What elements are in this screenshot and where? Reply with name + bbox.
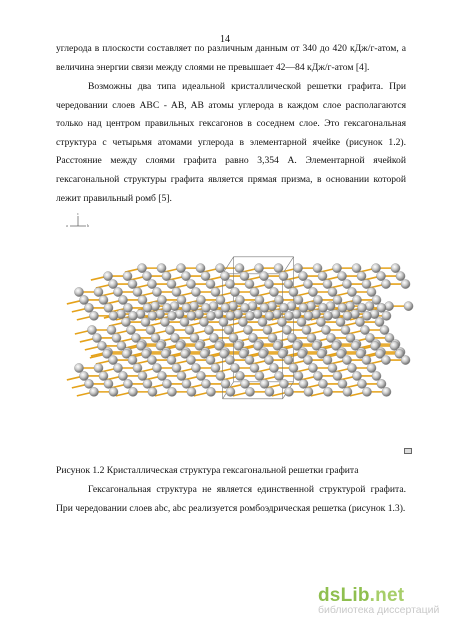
carbon-atom — [133, 287, 142, 296]
carbon-atom — [92, 333, 101, 342]
carbon-atom — [396, 271, 405, 280]
carbon-atom — [109, 311, 118, 320]
carbon-atom — [215, 264, 224, 273]
carbon-atom — [298, 271, 307, 280]
carbon-atom — [181, 271, 190, 280]
carbon-atom — [343, 387, 352, 396]
carbon-atom — [108, 355, 117, 364]
carbon-atom — [146, 325, 155, 334]
graphite-lattice-figure — [60, 212, 416, 458]
carbon-atom — [201, 303, 210, 312]
carbon-atom — [355, 317, 364, 326]
carbon-atom — [94, 287, 103, 296]
carbon-atom — [323, 355, 332, 364]
carbon-atom — [221, 303, 230, 312]
carbon-atom — [299, 379, 308, 388]
carbon-atom — [352, 371, 361, 380]
carbon-atom — [328, 363, 337, 372]
carbon-atom — [138, 371, 147, 380]
carbon-atom — [220, 271, 229, 280]
carbon-atom — [123, 303, 132, 312]
carbon-atom — [303, 355, 312, 364]
carbon-atom — [382, 311, 391, 320]
carbon-atom — [313, 264, 322, 273]
carbon-atom — [391, 264, 400, 273]
carbon-atom — [336, 317, 345, 326]
carbon-atom — [143, 379, 152, 388]
axis-label-a: a — [66, 223, 68, 228]
carbon-atom — [221, 379, 230, 388]
carbon-atom — [376, 271, 385, 280]
carbon-atom — [404, 302, 413, 311]
carbon-atom — [128, 311, 137, 320]
carbon-atom — [352, 264, 361, 273]
carbon-atom — [294, 295, 303, 304]
carbon-atom — [381, 355, 390, 364]
carbon-atom — [243, 325, 252, 334]
carbon-atom — [94, 363, 103, 372]
carbon-atom — [377, 379, 386, 388]
carbon-atom — [297, 317, 306, 326]
carbon-atom — [372, 371, 381, 380]
carbon-atom — [128, 387, 137, 396]
carbon-atom — [333, 371, 342, 380]
carbon-atom — [113, 363, 122, 372]
carbon-atom — [206, 355, 215, 364]
carbon-atom — [230, 363, 239, 372]
carbon-atom — [255, 371, 264, 380]
carbon-atom — [304, 311, 313, 320]
carbon-atom — [316, 317, 325, 326]
carbon-atom — [126, 325, 135, 334]
carbon-atom — [284, 355, 293, 364]
carbon-atom — [148, 311, 157, 320]
carbon-atom — [260, 303, 269, 312]
carbon-atom — [372, 295, 381, 304]
carbon-atom — [196, 371, 205, 380]
carbon-atom — [219, 317, 228, 326]
carbon-atom — [347, 363, 356, 372]
carbon-atom — [304, 387, 313, 396]
axis-label-b: b — [87, 223, 89, 228]
figure-caption: Рисунок 1.2 Кристаллическая структура гексагональной решетки графита — [56, 465, 359, 476]
carbon-atom — [118, 295, 127, 304]
carbon-atom — [206, 311, 215, 320]
paragraph-1: углерода в плоскости составляет по различным данным от 340 до 420 кДж/г-атом, а величина энергии связи между слоями не превышает 42—84 кДж/г-атом [4]. — [56, 43, 406, 73]
carbon-atom — [274, 264, 283, 273]
carbon-atom — [308, 363, 317, 372]
carbon-atom — [152, 363, 161, 372]
carbon-atom — [343, 311, 352, 320]
carbon-atom — [299, 303, 308, 312]
carbon-atom — [87, 325, 96, 334]
carbon-atom — [104, 379, 113, 388]
carbon-atom — [240, 271, 249, 280]
carbon-atom — [201, 271, 210, 280]
carbon-atom — [177, 371, 186, 380]
carbon-atom — [186, 279, 195, 288]
watermark-logo: dsLib.net — [318, 585, 405, 606]
carbon-atom — [226, 311, 235, 320]
carbon-atom — [294, 371, 303, 380]
carbon-atom — [118, 371, 127, 380]
carbon-atom — [341, 325, 350, 334]
graphite-lattice-illustration — [60, 212, 416, 458]
carbon-atom — [377, 303, 386, 312]
carbon-atom — [235, 295, 244, 304]
carbon-atom — [104, 303, 113, 312]
carbon-atom — [225, 279, 234, 288]
carbon-atom — [260, 379, 269, 388]
carbon-atom — [250, 363, 259, 372]
carbon-atom — [167, 355, 176, 364]
carbon-atom — [235, 371, 244, 380]
carbon-atom — [89, 311, 98, 320]
dslib-watermark — [318, 585, 448, 616]
carbon-atom — [182, 379, 191, 388]
carbon-atom — [79, 295, 88, 304]
carbon-atom — [328, 287, 337, 296]
carbon-atom — [142, 271, 151, 280]
carbon-atom — [186, 355, 195, 364]
carbon-atom — [201, 379, 210, 388]
carbon-atom — [176, 264, 185, 273]
carbon-atom — [185, 325, 194, 334]
carbon-atom — [226, 387, 235, 396]
carbon-atom — [172, 363, 181, 372]
carbon-atom — [141, 317, 150, 326]
carbon-atom — [152, 287, 161, 296]
carbon-atom — [123, 271, 132, 280]
carbon-atom — [360, 325, 369, 334]
carbon-atom — [191, 363, 200, 372]
carbon-atom — [352, 295, 361, 304]
carbon-atom — [279, 303, 288, 312]
carbon-atom — [157, 264, 166, 273]
carbon-atom — [277, 317, 286, 326]
carbon-atom — [265, 311, 274, 320]
carbon-atom — [367, 363, 376, 372]
carbon-atom — [74, 287, 83, 296]
carbon-atom — [157, 371, 166, 380]
axis-label-c: c — [77, 212, 79, 216]
carbon-atom — [338, 303, 347, 312]
carbon-atom — [264, 279, 273, 288]
carbon-atom — [333, 295, 342, 304]
carbon-atom — [89, 387, 98, 396]
carbon-atom — [162, 303, 171, 312]
carbon-atom — [167, 387, 176, 396]
carbon-atom — [338, 379, 347, 388]
carbon-atom — [302, 325, 311, 334]
carbon-atom — [258, 317, 267, 326]
carbon-atom — [128, 355, 137, 364]
carbon-atom — [196, 264, 205, 273]
carbon-atom — [187, 311, 196, 320]
carbon-atom — [148, 387, 157, 396]
carbon-atom — [128, 279, 137, 288]
carbon-atom — [245, 311, 254, 320]
carbon-atom — [362, 311, 371, 320]
carbon-atom — [337, 271, 346, 280]
carbon-atom — [323, 279, 332, 288]
carbon-atom — [147, 355, 156, 364]
carbon-atom — [157, 295, 166, 304]
carbon-atom — [401, 355, 410, 364]
carbon-atom — [313, 371, 322, 380]
carbon-atom — [199, 317, 208, 326]
carbon-atom — [289, 287, 298, 296]
carbon-atom — [332, 264, 341, 273]
carbon-atom — [138, 295, 147, 304]
carbon-atom — [204, 325, 213, 334]
carbon-atom — [313, 295, 322, 304]
carbon-atom — [284, 387, 293, 396]
carbon-atom — [172, 287, 181, 296]
carbon-atom — [216, 295, 225, 304]
carbon-atom — [321, 325, 330, 334]
carbon-atom — [274, 295, 283, 304]
carbon-atom — [265, 387, 274, 396]
watermark-subtitle: библиотека диссертаций — [318, 604, 440, 616]
carbon-atom — [367, 287, 376, 296]
carbon-atom — [191, 287, 200, 296]
carbon-atom — [279, 271, 288, 280]
figure-resize-icon — [404, 448, 412, 454]
paragraph-3: Гексагональная структура не является единственной структурой графита. При чередовании слоев abc, abc реализуется ромбоэдрическая решетка (рисунок 1.3). — [56, 484, 406, 514]
carbon-atom — [318, 379, 327, 388]
carbon-atom — [162, 271, 171, 280]
carbon-atom — [74, 363, 83, 372]
carbon-atom — [381, 279, 390, 288]
carbon-atom — [269, 287, 278, 296]
carbon-atom — [255, 295, 264, 304]
unit-cell-edge — [223, 257, 234, 274]
carbon-atom — [380, 325, 389, 334]
carbon-atom — [347, 287, 356, 296]
carbon-atom — [362, 279, 371, 288]
carbon-atom — [230, 287, 239, 296]
carbon-atom — [137, 264, 146, 273]
carbon-atom — [264, 355, 273, 364]
carbon-atom — [206, 279, 215, 288]
carbon-atom — [357, 379, 366, 388]
carbon-atom — [160, 317, 169, 326]
carbon-atom — [371, 264, 380, 273]
carbon-atom — [240, 303, 249, 312]
carbon-atom — [123, 379, 132, 388]
carbon-atom — [342, 279, 351, 288]
carbon-atom — [211, 363, 220, 372]
carbon-atom — [107, 325, 116, 334]
carbon-atom — [143, 303, 152, 312]
carbon-atom — [99, 371, 108, 380]
carbon-atom — [342, 355, 351, 364]
carbon-atom — [323, 387, 332, 396]
carbon-atom — [250, 287, 259, 296]
carbon-atom — [165, 325, 174, 334]
carbon-atom — [382, 387, 391, 396]
carbon-atom — [303, 279, 312, 288]
carbon-atom — [289, 363, 298, 372]
carbon-atom — [318, 303, 327, 312]
carbon-atom — [362, 355, 371, 364]
carbon-atom — [196, 295, 205, 304]
carbon-atom — [162, 379, 171, 388]
carbon-atom — [182, 303, 191, 312]
carbon-atom — [318, 271, 327, 280]
carbon-atom — [99, 295, 108, 304]
carbon-atom — [284, 279, 293, 288]
carbon-atom — [167, 311, 176, 320]
carbon-atom — [269, 363, 278, 372]
carbon-atom — [177, 295, 186, 304]
carbon-atom — [84, 379, 93, 388]
carbon-atom — [225, 355, 234, 364]
carbon-atom — [245, 387, 254, 396]
carbon-atom — [216, 371, 225, 380]
carbon-atom — [206, 387, 215, 396]
carbon-atom — [187, 387, 196, 396]
carbon-atom — [259, 271, 268, 280]
carbon-atom — [108, 279, 117, 288]
carbon-atom — [401, 279, 410, 288]
carbon-atom — [357, 303, 366, 312]
carbon-atom — [282, 325, 291, 334]
carbon-atom — [147, 279, 156, 288]
carbon-atom — [279, 379, 288, 388]
carbon-atom — [113, 287, 122, 296]
carbon-atom — [235, 264, 244, 273]
carbon-atom — [245, 279, 254, 288]
carbon-atom — [180, 317, 189, 326]
paragraph-2: Возможны два типа идеальной кристаллической решетки графита. При чередовании слоев ABC - AB, AB атомы углерода в каждом слое располагаются только над центром правильных гексагонов в соседнем слое. Это гексагональная структура с четырьмя атомами углерода в элементарной ячейке (рисунок 1.2). Расстояние между слоями графита равно 3,354 А. Элементарной ячейкой гексагональной структуры графита является прямая призма, в основании которой лежит правильный ромб [5]. — [56, 81, 406, 204]
carbon-atom — [323, 311, 332, 320]
carbon-atom — [357, 271, 366, 280]
carbon-atom — [211, 287, 220, 296]
carbon-atom — [238, 317, 247, 326]
carbon-atom — [284, 311, 293, 320]
carbon-atom — [109, 387, 118, 396]
carbon-atom — [167, 279, 176, 288]
carbon-atom — [240, 379, 249, 388]
carbon-atom — [293, 264, 302, 273]
carbon-atom — [79, 371, 88, 380]
carbon-atom — [245, 355, 254, 364]
carbon-atom — [121, 317, 130, 326]
carbon-atom — [375, 317, 384, 326]
carbon-atom — [112, 333, 121, 342]
carbon-atom — [263, 325, 272, 334]
carbon-atom — [84, 303, 93, 312]
carbon-atom — [362, 387, 371, 396]
carbon-atom — [274, 371, 283, 380]
page-number: 14 — [220, 34, 230, 45]
carbon-atom — [308, 287, 317, 296]
axis-indicator — [70, 216, 86, 226]
carbon-atom — [254, 264, 263, 273]
carbon-atom — [103, 271, 112, 280]
carbon-atom — [224, 325, 233, 334]
carbon-atom — [133, 363, 142, 372]
